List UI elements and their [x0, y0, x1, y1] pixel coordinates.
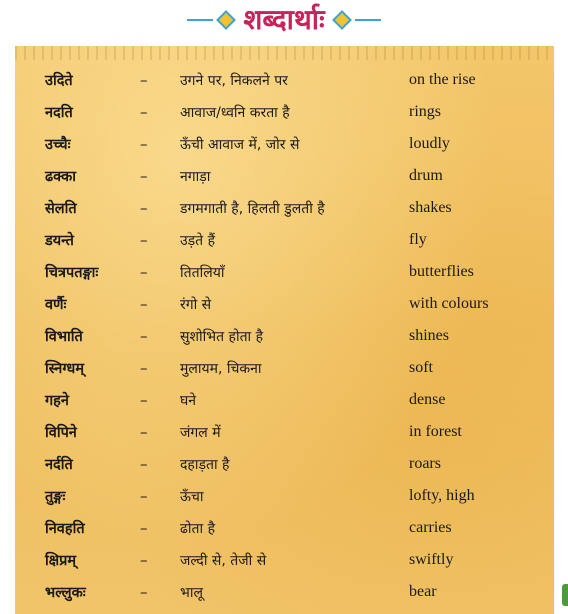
- heading-ornament-right-line: [355, 19, 381, 21]
- glossary-hindi-meaning: ढोता है: [180, 520, 215, 537]
- glossary-row: [15, 576, 554, 608]
- glossary-row: [15, 64, 554, 96]
- glossary-english-meaning: lofty, high: [409, 487, 475, 504]
- glossary-english-meaning: on the rise: [409, 71, 476, 88]
- glossary-hindi-meaning: रंगो से: [180, 296, 212, 313]
- glossary-dash: –: [140, 551, 148, 569]
- glossary-dash: –: [140, 263, 148, 281]
- glossary-row: [15, 352, 554, 384]
- glossary-english-meaning: shakes: [409, 199, 452, 216]
- glossary-row: [15, 512, 554, 544]
- glossary-dash: –: [140, 71, 148, 89]
- heading-bar: [0, 0, 568, 40]
- glossary-word: नर्दति: [45, 457, 73, 473]
- glossary-english-meaning: drum: [409, 167, 443, 184]
- glossary-dash: –: [140, 359, 148, 377]
- glossary-english-meaning: dense: [409, 391, 446, 408]
- glossary-word: उच्चैः: [45, 137, 71, 153]
- glossary-hindi-meaning: मुलायम, चिकना: [180, 360, 262, 377]
- glossary-panel: [15, 46, 554, 614]
- glossary-word: डयन्ते: [45, 233, 74, 249]
- glossary-hindi-meaning: नगाड़ा: [180, 168, 211, 185]
- glossary-hindi-meaning: आवाज/ध्वनि करता है: [180, 104, 290, 121]
- glossary-hindi-meaning: भालू: [180, 584, 203, 601]
- diamond-icon: [216, 10, 236, 30]
- page-title: शब्दार्थाः: [243, 3, 325, 36]
- glossary-english-meaning: bear: [409, 583, 437, 600]
- glossary-english-meaning: loudly: [409, 135, 450, 152]
- glossary-word: चित्रपतङ्गाः: [45, 265, 99, 281]
- glossary-word: विभाति: [45, 329, 83, 345]
- glossary-word: विपिने: [45, 425, 77, 441]
- glossary-row: [15, 160, 554, 192]
- glossary-hindi-meaning: सुशोभित होता है: [180, 328, 264, 345]
- glossary-row: [15, 448, 554, 480]
- glossary-row: [15, 320, 554, 352]
- glossary-hindi-meaning: डगमगाती है, हिलती डुलती है: [180, 200, 325, 217]
- glossary-english-meaning: with colours: [409, 295, 489, 312]
- glossary-row: [15, 480, 554, 512]
- glossary-row: [15, 416, 554, 448]
- glossary-word: क्षिप्रम्: [45, 553, 77, 569]
- glossary-english-meaning: shines: [409, 327, 449, 344]
- glossary-row: [15, 128, 554, 160]
- glossary-row: [15, 96, 554, 128]
- glossary-word: सेलति: [45, 201, 77, 217]
- glossary-row: [15, 288, 554, 320]
- glossary-word: ढक्का: [45, 169, 76, 185]
- glossary-dash: –: [140, 519, 148, 537]
- glossary-dash: –: [140, 391, 148, 409]
- glossary-word: नदति: [45, 105, 73, 121]
- glossary-dash: –: [140, 295, 148, 313]
- glossary-row: [15, 224, 554, 256]
- glossary-word: निवहति: [45, 521, 85, 537]
- glossary-dash: –: [140, 583, 148, 601]
- glossary-word: गहने: [45, 393, 69, 409]
- glossary-word: भल्लुकः: [45, 585, 86, 601]
- glossary-row: [15, 192, 554, 224]
- glossary-english-meaning: in forest: [409, 423, 462, 440]
- page-edge-marker: [562, 584, 568, 606]
- glossary-dash: –: [140, 327, 148, 345]
- glossary-hindi-meaning: घने: [180, 392, 197, 409]
- glossary-word: स्निग्धम्: [45, 361, 85, 377]
- glossary-row: [15, 384, 554, 416]
- glossary-dash: –: [140, 135, 148, 153]
- glossary-english-meaning: butterflies: [409, 263, 474, 280]
- glossary-hindi-meaning: ऊँची आवाज में, जोर से: [180, 136, 300, 153]
- glossary-english-meaning: swiftly: [409, 551, 454, 568]
- glossary-english-meaning: rings: [409, 103, 441, 120]
- glossary-dash: –: [140, 199, 148, 217]
- glossary-dash: –: [140, 103, 148, 121]
- glossary-hindi-meaning: उड़ते हैं: [180, 232, 216, 249]
- heading-ornament-left-line: [187, 19, 213, 21]
- glossary-dash: –: [140, 423, 148, 441]
- diamond-icon: [332, 10, 352, 30]
- glossary-hindi-meaning: दहाड़ता है: [180, 456, 230, 473]
- glossary-dash: –: [140, 167, 148, 185]
- glossary-hindi-meaning: उगने पर, निकलने पर: [180, 72, 288, 89]
- glossary-hindi-meaning: ऊँचा: [180, 488, 204, 505]
- glossary-english-meaning: soft: [409, 359, 433, 376]
- glossary-english-meaning: roars: [409, 455, 441, 472]
- glossary-row: [15, 256, 554, 288]
- glossary-dash: –: [140, 231, 148, 249]
- glossary-dash: –: [140, 487, 148, 505]
- glossary-word: उदिते: [45, 73, 73, 89]
- glossary-hindi-meaning: जल्दी से, तेजी से: [180, 552, 267, 569]
- glossary-dash: –: [140, 455, 148, 473]
- glossary-english-meaning: carries: [409, 519, 452, 536]
- glossary-hindi-meaning: जंगल में: [180, 424, 221, 441]
- glossary-word: वर्णैः: [45, 297, 67, 313]
- glossary-word: तुङ्गः: [45, 489, 66, 505]
- paper-torn-edge: [15, 46, 554, 60]
- glossary-hindi-meaning: तितलियाँ: [180, 264, 225, 281]
- glossary-english-meaning: fly: [409, 231, 427, 248]
- glossary-row: [15, 544, 554, 576]
